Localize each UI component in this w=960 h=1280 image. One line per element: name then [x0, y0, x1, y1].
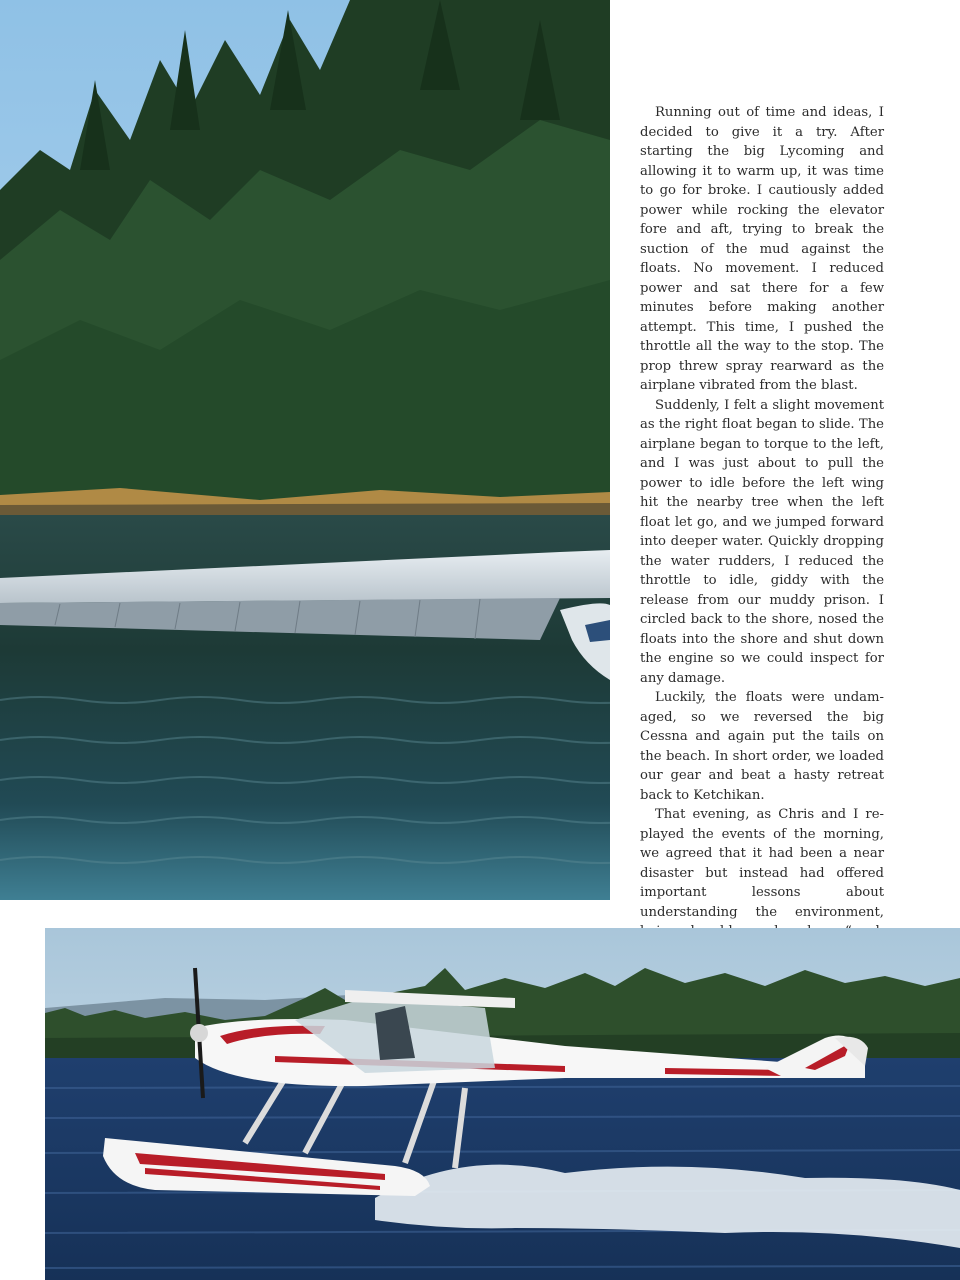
article-paragraph-1: Running out of time and ideas, I decided to give it a try. After starting the big Lycoming and allowing it to warm up, it was time to go for broke. I cautiously added power while rocking the elevator fore and aft, trying to break the suction of the mud against the floats. No movement. I reduced power and sat there for a few minutes before making another attempt. This time, I pushed the throttle all the way to the stop. The prop threw spray rearward as the airplane vibrated from the blast.: [640, 105, 884, 393]
article-body: [640, 103, 884, 981]
article-paragraph-4-text: That evening, as Chris and I replayed the events of the morning, we agreed that it had been a near disaster but instead had offered important lessons about understanding the environment,: [640, 807, 884, 920]
article-paragraph-2: Suddenly, I felt a slight movement as the right float began to slide. The airplane began to torque to the left, and I was just about to pull the power to idle before the left wing hit the nearby tree when the left float let go, and we jumped forward into deeper water. Quickly dropping the water rudders, I reduced the throttle to idle, giddy with the release from our muddy prison. I circled back to the shore, nosed the floats into the shore and shut down the engine so we could inspect for any damage.: [640, 397, 884, 686]
floatplane-image: [45, 928, 960, 1280]
forest-wing-image: [0, 0, 610, 900]
floatplane-photo: [45, 928, 960, 1280]
article-paragraph-3: Luckily, the floats were undamaged, so we reversed the big Cessna and again put the tails on the beach. In short order, we loaded our gear and beat a hasty retreat back to Ketchikan.: [640, 690, 884, 803]
forest-wing-photo: [0, 0, 610, 900]
